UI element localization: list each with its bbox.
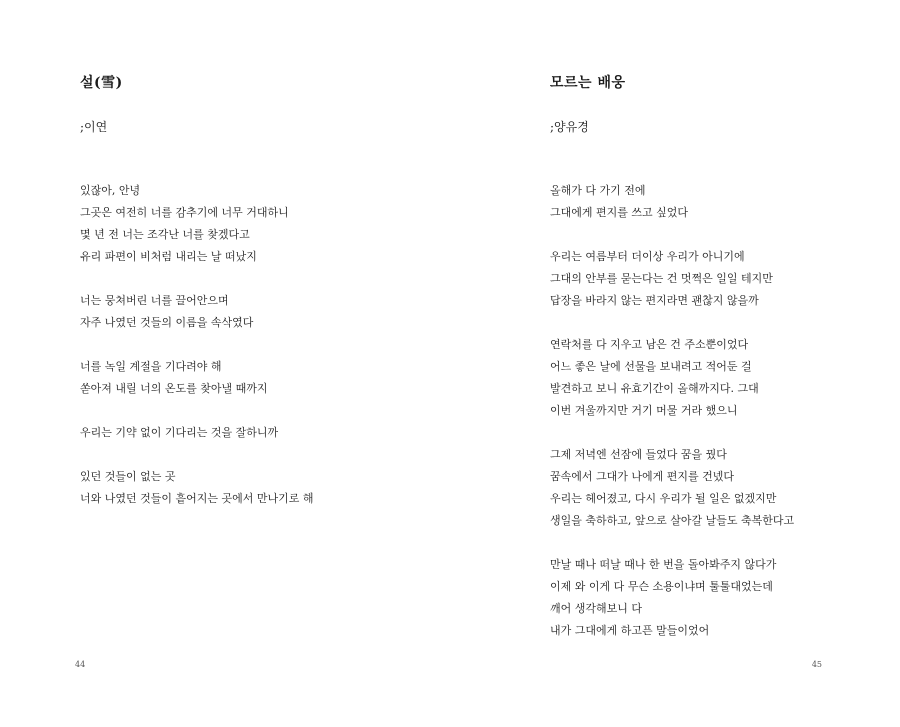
stanza: [550, 334, 880, 422]
poem-author: ;양유경: [550, 120, 589, 134]
poem-title: 모르는 배웅: [550, 75, 626, 91]
poem-line: 만날 때나 떠날 때나 한 번을 돌아봐주지 않다가: [550, 558, 777, 571]
page-number: 45: [811, 660, 822, 669]
poem-line: 올해가 다 가기 전에: [550, 184, 646, 197]
stanza: [80, 180, 420, 268]
poem-line: 이번 겨울까지만 거기 머물 거라 했으니: [550, 404, 738, 417]
stanza: [550, 180, 880, 224]
poem-line: 쏟아져 내릴 너의 온도를 찾아낼 때까지: [80, 382, 268, 395]
poem-line: 우리는 기약 없이 기다리는 것을 잘하니까: [80, 426, 279, 439]
poem-line: 그곳은 여전히 너를 감추기에 너무 거대하니: [80, 206, 289, 219]
poem-line: 내가 그대에게 하고픈 말들이었어: [550, 624, 710, 637]
poem-line: 답장을 바라지 않는 편지라면 괜찮지 않을까: [550, 294, 759, 307]
poem-line: 너와 나였던 것들이 흩어지는 곳에서 만나기로 해: [80, 492, 314, 505]
poem-line: 있잖아, 안녕: [80, 184, 141, 197]
poem-line: 꿈속에서 그대가 나에게 편지를 건넸다: [550, 470, 735, 483]
stanza: [80, 356, 420, 400]
poem-line: 우리는 여름부터 더이상 우리가 아니기에: [550, 250, 745, 263]
poem-line: 생일을 축하하고, 앞으로 살아갈 날들도 축복한다고: [550, 514, 795, 527]
poem-body: [80, 180, 420, 510]
poem-line: 발견하고 보니 유효기간이 올해까지다. 그대: [550, 382, 759, 395]
stanza: [550, 554, 880, 642]
poem-line: 우리는 헤어졌고, 다시 우리가 될 일은 없겠지만: [550, 492, 777, 505]
poem-line: 그대의 안부를 묻는다는 건 멋쩍은 일일 테지만: [550, 272, 773, 285]
stanza: [550, 444, 880, 532]
poem-line: 너는 뭉쳐버린 너를 끌어안으며: [80, 294, 229, 307]
poem-line: 유리 파편이 비처럼 내리는 날 떠났지: [80, 250, 257, 263]
poem-line: 그제 저녁엔 선잠에 들었다 꿈을 꿨다: [550, 448, 727, 461]
right-page: [450, 0, 900, 727]
stanza: [80, 290, 420, 334]
poem-body: [550, 180, 880, 642]
poem-line: 몇 년 전 너는 조각난 너를 찾겠다고: [80, 228, 250, 241]
page-number: 44: [75, 660, 86, 669]
poem-title: 설(雪): [80, 75, 123, 91]
stanza: [80, 466, 420, 510]
stanza: [550, 246, 880, 312]
poem-line: 깨어 생각해보니 다: [550, 602, 643, 615]
poem-line: 너를 녹일 계절을 기다려야 해: [80, 360, 222, 373]
poem-line: 이제 와 이게 다 무슨 소용이냐며 툴툴대었는데: [550, 580, 773, 593]
poem-line: 그대에게 편지를 쓰고 싶었다: [550, 206, 689, 219]
poem-author: ;이연: [80, 120, 108, 134]
poem-line: 있던 것들이 없는 곳: [80, 470, 176, 483]
poem-line: 자주 나였던 것들의 이름을 속삭였다: [80, 316, 254, 329]
poem-line: 어느 좋은 날에 선물을 보내려고 적어둔 걸: [550, 360, 752, 373]
stanza: [80, 422, 420, 444]
poem-line: 연락처를 다 지우고 남은 건 주소뿐이었다: [550, 338, 749, 351]
